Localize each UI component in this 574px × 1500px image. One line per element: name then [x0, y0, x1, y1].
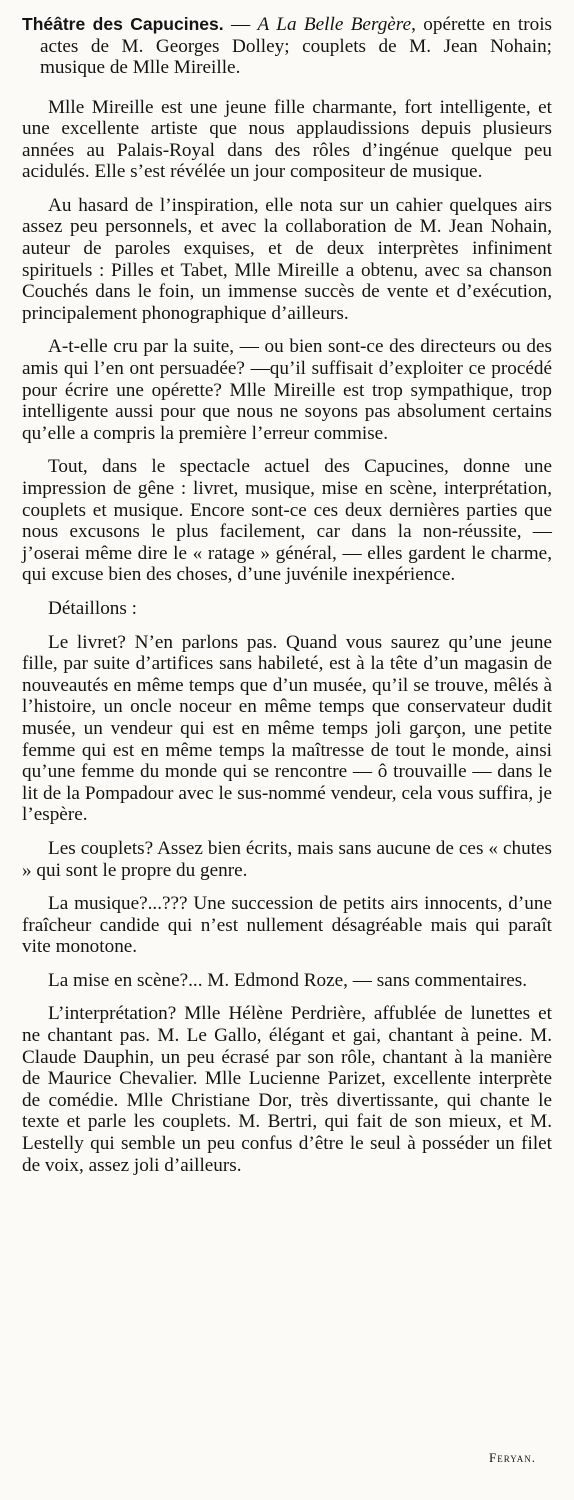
review-heading: [22, 14, 552, 79]
paragraph: Les couplets? Assez bien écrits, mais sans aucune de ces « chutes » qui sont le propre du genre.: [22, 837, 552, 881]
paragraph: La mise en scène?... M. Edmond Roze, — sans commentaires.: [48, 969, 528, 991]
paragraph: Au hasard de l’inspiration, elle nota sur un cahier quelques airs assez peu personnels, et avec la collaboration de M. Jean Nohain, auteur de paroles exquises, et de deux interprètes infiniment spirituels : Pilles et Tabet, Mlle Mireille a obtenu, avec sa chanson Couchés dans le foin, un immense succès de vente et d’exécution, principalement phonographique d’ailleurs.: [22, 194, 552, 324]
paragraph: Le livret? N’en parlons pas. Quand vous saurez qu’une jeune fille, par suite d’artifices sans habileté, est à la tête d’un magasin de nouveautés en même temps que d’un musée, qu’il se trouve, mêlés à l’histoire, un oncle noceur en même temps que conservateur dudit musée, un vendeur qui est en même temps joli garçon, une petite femme qui est en même temps la maîtresse de tout le monde, ainsi qu’une femme du monde qui se rencontre — ô trouvaille — dans le lit de la Pompadour avec le sus-nommé vendeur, cela vous suffira, je l’espère.: [22, 631, 552, 826]
paragraph: La musique?...??? Une succession de petits airs innocents, d’une fraîcheur candide qui n’est nullement désagréable mais qui paraît vite monotone.: [22, 893, 552, 958]
paragraph: Détaillons :: [48, 597, 137, 619]
work-details: , opérette en trois actes de M. Georges Dolley; couplets de M. Jean Nohain; musique de Mlle Mireille.: [40, 14, 553, 78]
paragraph: Tout, dans le spectacle actuel des Capucines, donne une impression de gêne : livret, musique, mise en scène, interprétation, couplets et musique. Encore sont-ce ces deux dernières parties que nous excusons le plus facilement, car dans la non-réussite, — j’oserai même dire le « ratage » général, — elles gardent le charme, qui excuse bien des choses, d’une juvénile inexpérience.: [22, 456, 552, 586]
paragraph: Mlle Mireille est une jeune fille charmante, fort intelligente, et une excellente artiste que nous applaudissions depuis plusieurs années au Palais-Royal dans des rôles d’ingénue quelque peu acidulés. Elle s’est révélée un jour compositeur de musique.: [22, 96, 552, 183]
paragraph: L’interprétation? Mlle Hélène Perdrière, affublée de lunettes et ne chantant pas. M. Le Gallo, élégant et gai, chantant à peine. M. Claude Dauphin, un peu écrasé par son rôle, chantant à la manière de Maurice Chevalier. Mlle Lucienne Parizet, excellente interprète de comédie. Mlle Christiane Dor, très divertissante, qui chante le texte et parle les couplets. M. Bertri, qui fait de son mieux, et M. Lestelly qui semble un peu confus d’être le seul à posséder un filet de voix, assez joli d’ailleurs.: [22, 1003, 552, 1176]
venue-name: Théâtre des Capucines.: [22, 14, 224, 34]
paragraph: A-t-elle cru par la suite, — ou bien sont-ce des directeurs ou des amis qui l’en ont persuadée? —qu’il suffisait d’exploiter ce procédé pour écrire une opérette? Mlle Mireille est trop sympathique, trop intelligente aussi pour que nous ne soyons pas absolument certains qu’elle a compris la première l’erreur commise.: [22, 336, 552, 444]
heading-dash: —: [223, 14, 258, 35]
review-body: [22, 97, 552, 1177]
work-title: A La Belle Bergère: [257, 14, 412, 35]
author-signature: Feryan.: [489, 1450, 536, 1465]
